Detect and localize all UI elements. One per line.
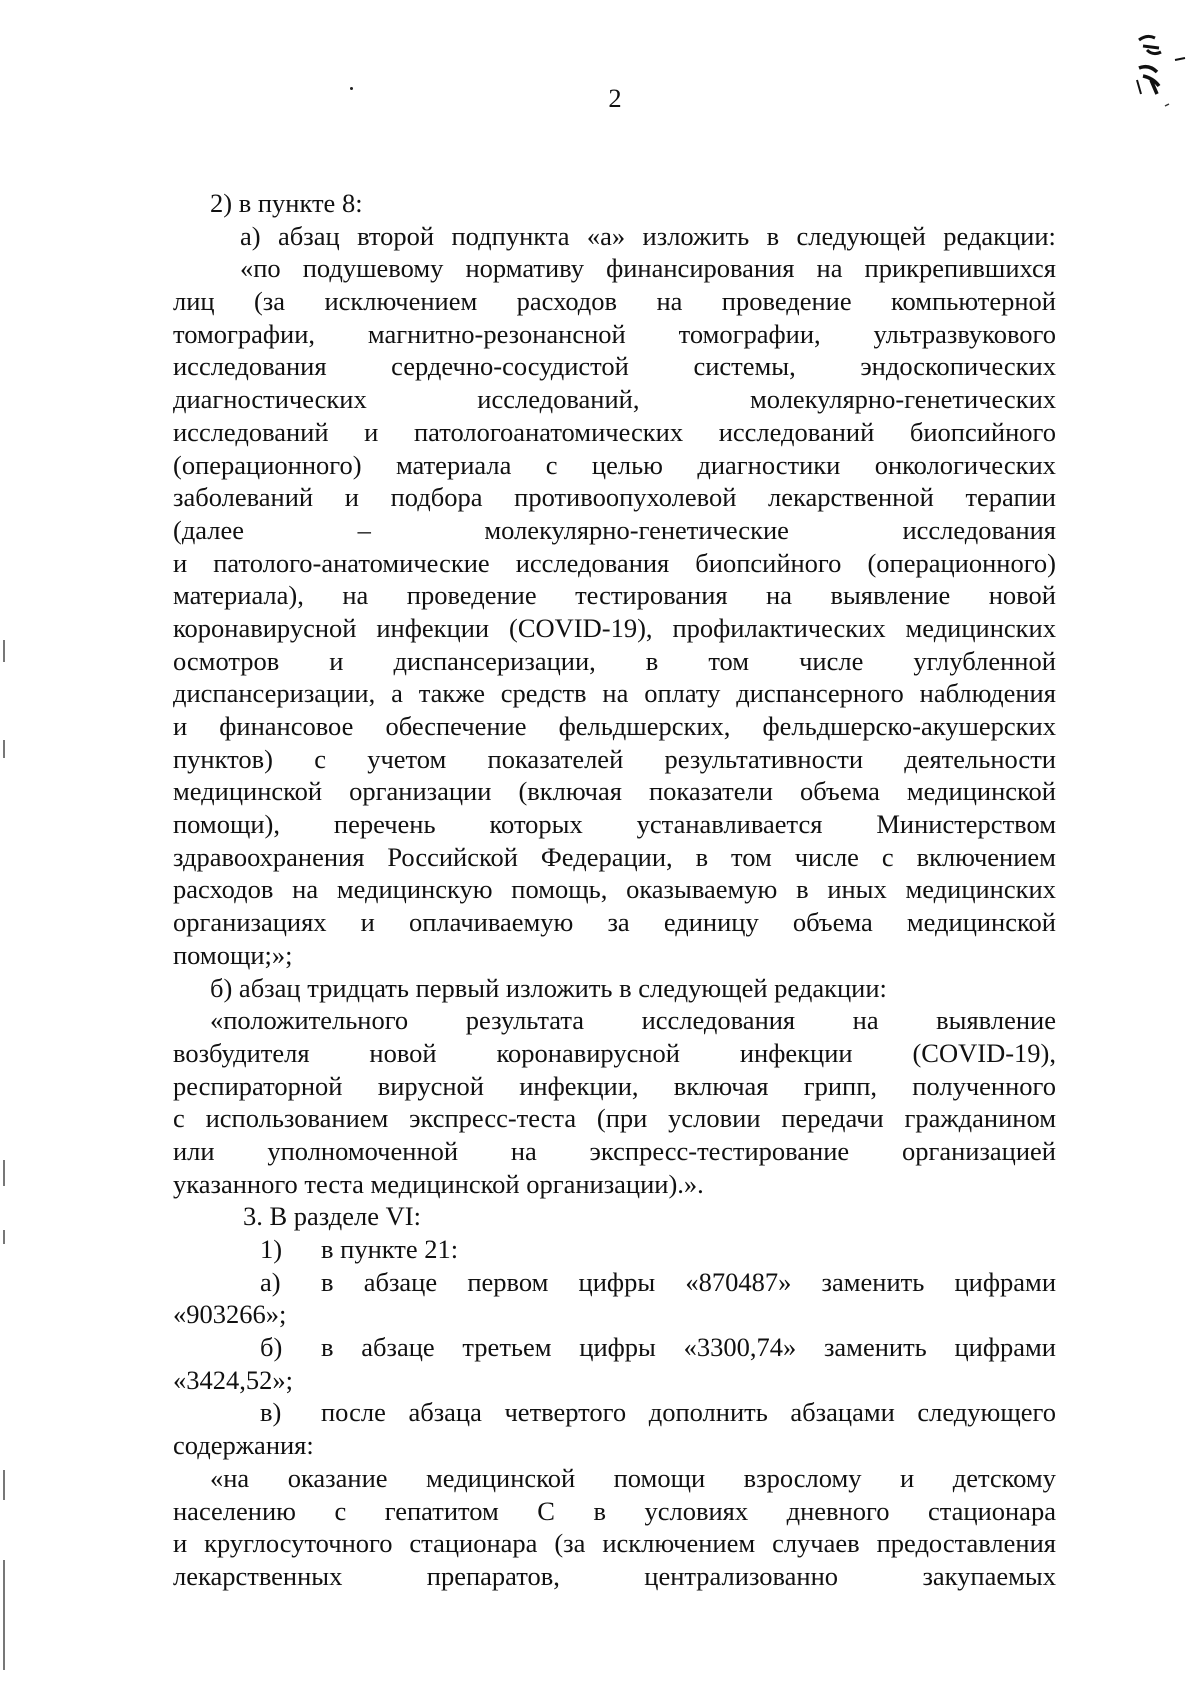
text-fragment: в (321, 1332, 334, 1363)
text-fragment: цифры (579, 1332, 656, 1363)
text-fragment: результативности (664, 743, 864, 774)
text-fragment: заменить (821, 1266, 925, 1297)
text-fragment: на (766, 580, 792, 611)
text-fragment: в (321, 1266, 334, 1297)
binding-mark (3, 1560, 5, 1670)
text-fragment: нормативу (465, 253, 585, 284)
text-fragment: биопсийного (695, 547, 842, 578)
text-fragment: уполномоченной (267, 1135, 459, 1166)
text-fragment: взрослому (743, 1462, 862, 1493)
text-fragment: диспансеризации, (173, 678, 376, 709)
list-item (173, 1266, 1056, 1299)
text-line (173, 645, 1056, 678)
text-fragment: включением (916, 841, 1056, 872)
text-fragment: томографии, (678, 318, 821, 349)
text-fragment: помощи), (173, 809, 280, 840)
text-fragment: подушевому (302, 253, 444, 284)
text-line (173, 743, 1056, 776)
text-fragment: коронавирусной (496, 1037, 680, 1068)
text-fragment: на (602, 678, 629, 709)
text-fragment: медицинских (905, 612, 1056, 643)
text-fragment: круглосуточного (204, 1528, 393, 1559)
text-fragment: с (334, 1495, 347, 1526)
text-fragment: организации (349, 776, 492, 807)
text-fragment: на (510, 1135, 537, 1166)
text-fragment: наблюдения (919, 678, 1056, 709)
text-fragment: за (607, 907, 630, 938)
text-fragment: заменить (823, 1332, 927, 1363)
inserted-paragraph (173, 1462, 1056, 1593)
text-fragment: препаратов, (426, 1560, 560, 1591)
text-fragment: гепатитом (384, 1495, 499, 1526)
text-fragment: четвертого (504, 1397, 627, 1428)
text-fragment: числе (794, 841, 859, 872)
text-fragment: коронавирусной (173, 612, 357, 643)
list-item-continuation (173, 1429, 1056, 1462)
list-item (173, 1233, 1056, 1266)
text-fragment: случаев (772, 1528, 860, 1559)
text-fragment: (за (554, 1528, 586, 1559)
text-fragment: которых (489, 809, 583, 840)
text-line (173, 1527, 1056, 1560)
text-fragment: диагностических (173, 384, 367, 415)
text-fragment: абзаце (361, 1332, 435, 1363)
list-item (173, 1396, 1056, 1429)
text-fragment: «903266»; (173, 1299, 287, 1330)
text-line (173, 383, 1056, 416)
text-fragment: следующего (917, 1397, 1056, 1428)
text-fragment: и (173, 547, 188, 578)
text-fragment: экспресс-теста (409, 1103, 577, 1134)
text-fragment: третьем (462, 1332, 552, 1363)
text-fragment: с (173, 1103, 185, 1134)
text-line (173, 972, 1056, 1005)
text-fragment: или (173, 1135, 215, 1166)
text-fragment: здравоохранения (173, 841, 365, 872)
text-fragment: возбудителя (173, 1037, 310, 1068)
text-line (173, 1495, 1056, 1528)
text-fragment: гражданином (904, 1103, 1056, 1134)
text-fragment: инфекции (376, 612, 490, 643)
binding-mark (3, 740, 5, 758)
text-fragment: пунктов) (173, 743, 273, 774)
text-fragment: деятельности (904, 743, 1056, 774)
text-fragment: абзацами (790, 1397, 895, 1428)
text-fragment: передачи (781, 1103, 884, 1134)
text-fragment: медицинскую (336, 874, 493, 905)
text-fragment: исследования (902, 514, 1056, 545)
text-fragment: устанавливается (636, 809, 823, 840)
list-marker: б) (260, 1332, 283, 1363)
text-line (173, 514, 1056, 547)
text-fragment: объема (792, 907, 873, 938)
text-line (173, 873, 1056, 906)
text-fragment: медицинской (906, 907, 1056, 938)
list-item (173, 1331, 1056, 1364)
text-fragment: показателей (487, 743, 624, 774)
text-fragment: «положительного (210, 1005, 409, 1036)
text-fragment: Федерации, (540, 841, 673, 872)
text-fragment: оказываемую (626, 874, 778, 905)
text-fragment: б) абзац тридцать первый изложить в следующей редакции: (210, 972, 887, 1003)
text-fragment: С (537, 1495, 555, 1526)
text-fragment: помощи;»; (173, 939, 293, 970)
text-fragment: целью (591, 449, 663, 480)
text-fragment: том (708, 645, 750, 676)
text-fragment: и (329, 645, 344, 676)
text-fragment: в (796, 874, 809, 905)
text-fragment: дневного (786, 1495, 890, 1526)
text-line (173, 416, 1056, 449)
text-fragment: расходов (516, 286, 618, 317)
text-line (173, 449, 1056, 482)
text-fragment: исследования (515, 547, 670, 578)
text-fragment: абзаце (363, 1266, 438, 1297)
text-fragment: в (645, 645, 659, 676)
text-fragment: проведение (406, 580, 537, 611)
text-fragment: диагностики (697, 449, 841, 480)
text-fragment: компьютерной (891, 286, 1056, 317)
text-fragment: и (364, 416, 379, 447)
text-fragment: инфекции (739, 1037, 853, 1068)
section-vi-items (173, 1233, 1056, 1462)
binding-mark (3, 1230, 5, 1244)
list-item-text (173, 1430, 314, 1460)
list-marker: 1) (260, 1234, 283, 1264)
text-fragment: магнитно-резонансной (367, 318, 626, 349)
list-item-text (321, 1396, 1056, 1429)
text-fragment: Российской (387, 841, 518, 872)
text-fragment: осмотров (173, 645, 280, 676)
text-fragment: инфекции, (519, 1070, 639, 1101)
text-fragment: с (314, 743, 326, 774)
text-fragment: тестирования (575, 580, 728, 611)
text-fragment: финансирования (606, 253, 795, 284)
text-fragment: «на (210, 1462, 250, 1493)
text-fragment: объема (799, 776, 880, 807)
text-line (173, 1102, 1056, 1135)
text-fragment: (COVID-19), (509, 612, 653, 643)
text-fragment: лекарственной (768, 482, 934, 513)
text-fragment: иных (827, 874, 887, 905)
text-fragment: помощи (613, 1462, 706, 1493)
text-fragment: и (900, 1462, 915, 1493)
text-line (173, 1200, 1056, 1233)
text-fragment: и (173, 711, 188, 741)
text-fragment: выявление (830, 580, 951, 611)
text-fragment: редакции: (943, 220, 1056, 251)
text-fragment: и (344, 482, 359, 513)
text-fragment: (операционного) (173, 449, 362, 480)
text-fragment: терапии (965, 482, 1056, 513)
text-fragment: исключением (324, 286, 478, 317)
text-fragment: исследований (173, 416, 329, 447)
text-fragment: проведение (721, 286, 852, 317)
text-fragment: цифры (578, 1266, 656, 1297)
text-line (173, 1004, 1056, 1037)
text-fragment: на (656, 286, 683, 317)
text-line (173, 1135, 1056, 1168)
text-fragment: условии (668, 1103, 761, 1134)
text-fragment: средств (500, 678, 587, 709)
text-line (173, 187, 1056, 220)
text-fragment: учетом (367, 743, 447, 774)
text-fragment: второй (357, 220, 435, 251)
text-line (173, 775, 1056, 808)
text-fragment: первом (467, 1266, 549, 1297)
text-fragment: том (731, 841, 772, 872)
text-fragment: централизованно (644, 1560, 839, 1591)
binding-mark (3, 1470, 5, 1500)
text-fragment: показатели (648, 776, 773, 807)
text-fragment: (включая (518, 776, 622, 807)
text-fragment: вирусной (377, 1070, 484, 1101)
text-fragment: онкологических (874, 449, 1056, 480)
text-fragment: «по (240, 253, 281, 284)
text-line (173, 1070, 1056, 1103)
text-line (173, 481, 1056, 514)
list-item-continuation (173, 1364, 1056, 1397)
text-line (173, 1168, 1056, 1201)
text-fragment: эндоскопических (860, 351, 1056, 382)
text-fragment: исследования (641, 1005, 796, 1036)
text-fragment: на (816, 253, 843, 284)
text-fragment: оплачиваемую (408, 907, 574, 938)
text-fragment: и (360, 907, 375, 938)
text-fragment: подпункта (451, 220, 570, 251)
binding-mark (3, 1160, 5, 1186)
text-fragment: «3424,52»; (173, 1364, 293, 1395)
amendment-text (173, 187, 1056, 1233)
text-line (173, 612, 1056, 645)
text-fragment: патолого-анатомические (213, 547, 490, 578)
text-line (173, 1037, 1056, 1070)
text-fragment: и (173, 1528, 188, 1559)
text-fragment: «а» (586, 220, 626, 251)
text-fragment: новой (988, 580, 1056, 611)
text-fragment: организацией (901, 1135, 1056, 1166)
page-number: 2 (608, 83, 622, 113)
text-line (173, 808, 1056, 841)
text-fragment: с (545, 449, 558, 480)
list-marker: в) (260, 1397, 282, 1428)
text-line (173, 1560, 1056, 1593)
text-fragment: в (593, 1495, 606, 1526)
text-fragment: исследований, (477, 384, 640, 415)
text-fragment: цифрами (954, 1332, 1056, 1363)
text-fragment: исключением (602, 1528, 756, 1559)
text-fragment: (при (596, 1103, 648, 1134)
text-fragment: населению (173, 1495, 296, 1526)
text-fragment: патологоанатомических (413, 416, 684, 447)
text-fragment: в (766, 220, 780, 251)
text-fragment: на (292, 874, 319, 905)
text-fragment: на (342, 580, 369, 611)
text-fragment: исследования (173, 351, 327, 382)
text-fragment: Министерством (876, 809, 1056, 840)
binding-mark (3, 640, 5, 662)
text-fragment: молекулярно-генетические (484, 514, 789, 545)
text-fragment: грипп, (803, 1070, 878, 1101)
text-fragment: дополнить (648, 1397, 768, 1428)
text-fragment: также (418, 678, 485, 709)
text-fragment: заболеваний (173, 482, 314, 513)
text-fragment: с (881, 841, 894, 872)
list-marker: а) (260, 1266, 281, 1297)
text-fragment: профилактических (672, 612, 886, 643)
text-fragment: детскому (952, 1462, 1056, 1493)
text-fragment: расходов (173, 874, 274, 905)
text-fragment: экспресс-тестирование (589, 1135, 850, 1166)
text-fragment: следующей (796, 220, 926, 251)
text-fragment: содержания: (173, 1430, 314, 1461)
text-fragment: диспансерного (736, 678, 904, 709)
text-line (173, 939, 1056, 972)
text-fragment: сердечно-сосудистой (391, 351, 629, 382)
text-fragment: – (357, 514, 371, 545)
text-fragment: фельдшерских, (558, 711, 731, 741)
text-fragment: «870487» (685, 1266, 792, 1297)
text-fragment: в (695, 841, 709, 872)
text-line (173, 710, 1056, 743)
text-fragment: указанного теста медицинской организации).». (173, 1168, 704, 1199)
text-line (173, 547, 1056, 580)
text-fragment: финансовое (219, 711, 354, 741)
list-item-text (173, 1365, 293, 1395)
text-line (173, 252, 1056, 285)
text-fragment: результата (465, 1005, 585, 1036)
text-fragment: обеспечение (385, 711, 527, 741)
text-fragment: медицинской (173, 776, 323, 807)
text-fragment: цифрами (954, 1266, 1056, 1297)
text-line (173, 285, 1056, 318)
text-line (173, 579, 1056, 612)
text-fragment: медицинской (426, 1462, 576, 1493)
text-fragment: изложить (642, 220, 750, 251)
text-fragment: 2) в пункте 8: (210, 188, 363, 218)
text-fragment: помощь, (511, 874, 608, 905)
text-fragment: единицу (663, 907, 759, 938)
text-line (173, 906, 1056, 939)
text-fragment: прикрепившихся (864, 253, 1056, 284)
list-item-text (321, 1233, 1056, 1266)
text-fragment: условиях (644, 1495, 749, 1526)
text-fragment: томографии, (173, 318, 316, 349)
text-fragment: после (321, 1397, 386, 1428)
text-fragment: исследований (718, 416, 875, 447)
text-fragment: числе (799, 645, 864, 676)
text-fragment: фельдшерско-акушерских (762, 711, 1056, 741)
text-fragment: выявление (936, 1005, 1056, 1036)
text-fragment: стационара (927, 1495, 1056, 1526)
text-fragment: оказание (287, 1462, 388, 1493)
text-fragment: новой (369, 1037, 437, 1068)
text-line (173, 220, 1056, 253)
text-fragment: «3300,74» (683, 1332, 797, 1363)
text-fragment: молекулярно-генетических (750, 384, 1056, 415)
text-fragment: абзаца (408, 1397, 482, 1428)
text-line (173, 841, 1056, 874)
text-fragment: (далее (173, 514, 245, 545)
text-fragment: а) (240, 220, 261, 251)
text-fragment: лекарственных (173, 1560, 343, 1591)
list-item-continuation (173, 1298, 1056, 1331)
text-fragment: предоставления (876, 1528, 1056, 1559)
text-fragment: диспансеризации, (393, 645, 596, 676)
text-fragment: полученного (912, 1070, 1056, 1101)
text-fragment: стационара (409, 1528, 538, 1559)
text-fragment: в пункте 21: (321, 1234, 459, 1264)
text-fragment: медицинских (905, 874, 1056, 905)
document-body (173, 187, 1056, 1593)
text-fragment: материала), (173, 580, 304, 611)
text-fragment: (COVID-19), (912, 1037, 1056, 1068)
text-line (173, 350, 1056, 383)
text-fragment: лиц (173, 286, 215, 317)
text-fragment: абзац (278, 220, 340, 251)
list-item-text (321, 1266, 1056, 1299)
text-fragment: организациях (173, 907, 327, 938)
text-fragment: углубленной (913, 645, 1056, 676)
text-fragment: противоопухолевой (514, 482, 737, 513)
text-fragment: перечень (333, 809, 436, 840)
text-fragment: включая (673, 1070, 769, 1101)
text-line (173, 1462, 1056, 1495)
text-fragment: медицинской (906, 776, 1056, 807)
text-fragment: подбора (390, 482, 483, 513)
text-fragment: оплату (644, 678, 721, 709)
text-fragment: биопсийного (909, 416, 1056, 447)
list-item-text (173, 1299, 286, 1329)
text-fragment: а (391, 678, 403, 709)
text-fragment: закупаемых (922, 1560, 1056, 1591)
text-line (173, 677, 1056, 710)
text-fragment: респираторной (173, 1070, 343, 1101)
text-fragment: использованием (205, 1103, 389, 1134)
text-line (173, 318, 1056, 351)
text-fragment: материала (395, 449, 512, 480)
text-fragment: 3. В разделе VI: (243, 1201, 421, 1232)
text-fragment: (операционного) (867, 547, 1056, 578)
text-fragment: ультразвукового (873, 318, 1056, 349)
text-fragment: (за (253, 286, 286, 317)
text-fragment: системы, (693, 351, 796, 382)
list-item-text (321, 1331, 1056, 1364)
text-fragment: на (852, 1005, 879, 1036)
